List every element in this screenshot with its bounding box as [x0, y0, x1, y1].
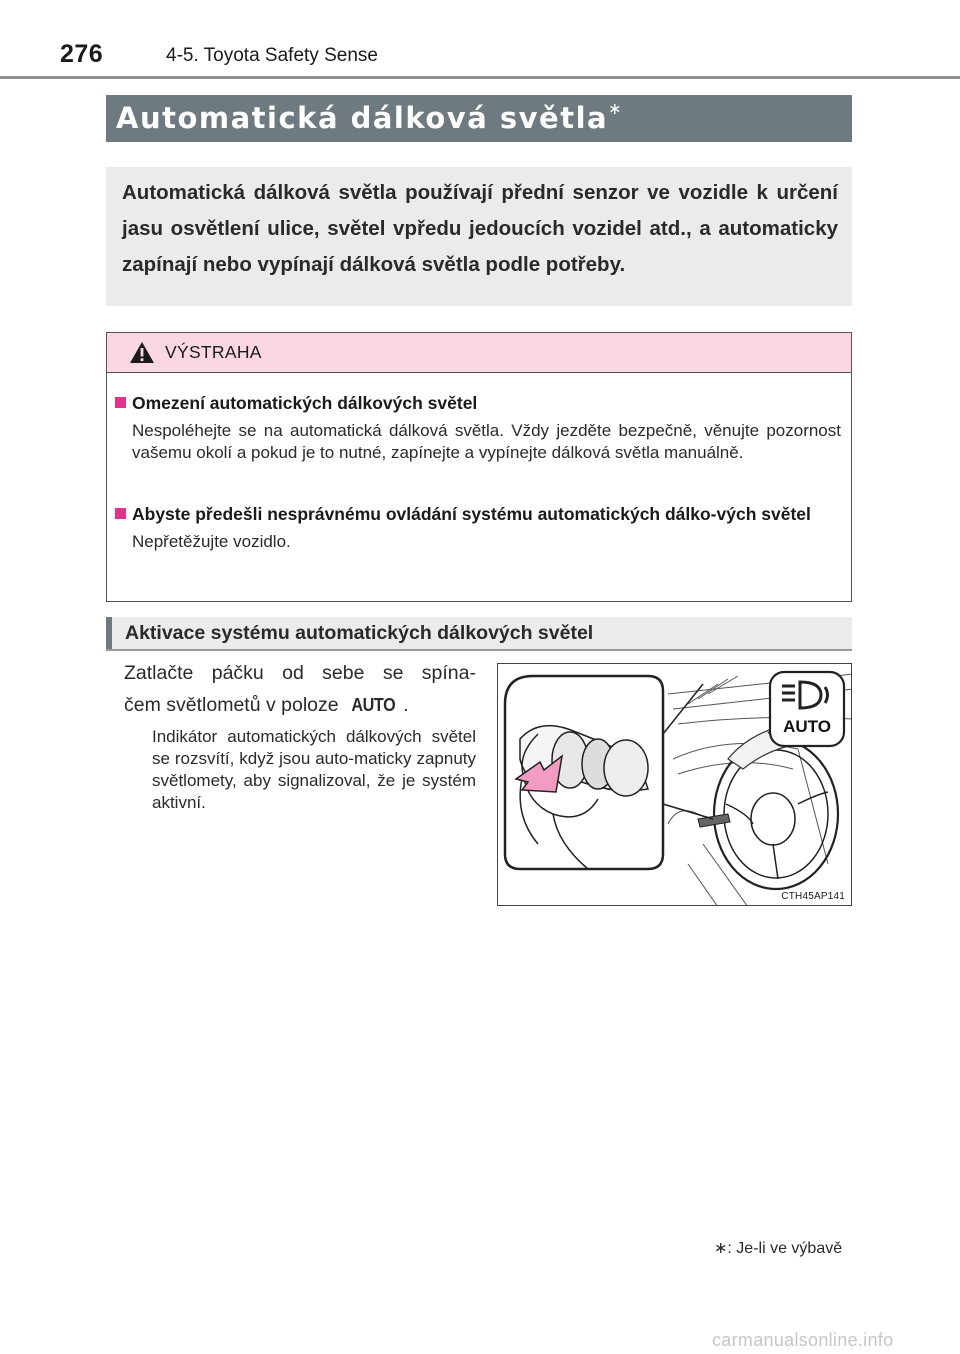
warning-item-1: [107, 392, 853, 464]
auto-symbol: AUTO: [351, 695, 395, 715]
bullet-square-icon: [115, 508, 126, 519]
warning-item-body: Nepřetěžujte vozidlo.: [132, 532, 291, 551]
warning-box: [106, 332, 852, 602]
watermark: carmanualsonline.info: [712, 1330, 894, 1350]
subsection-header: [106, 617, 852, 651]
step-line-1: Zatlačte páčku od sebe se spína-: [124, 662, 476, 684]
page-title: [116, 101, 622, 135]
section-title: 4-5. Toyota Safety Sense: [166, 45, 378, 66]
subsection-title: Aktivace systému automatických dálkových světel: [125, 622, 594, 644]
title-text: Automatická dálková světla: [116, 101, 609, 135]
warning-item-heading: Omezení automatických dálkových světel: [132, 393, 478, 413]
footnote: [714, 1238, 842, 1258]
step-line-2: čem světlometů v poloze: [124, 694, 339, 716]
warning-label: VÝSTRAHA: [165, 342, 262, 362]
callout-auto-label: AUTO: [783, 717, 831, 736]
title-asterisk: ∗: [608, 99, 622, 118]
intro-box: [106, 167, 852, 306]
image-code: CTH45AP141: [781, 891, 845, 902]
step-end: .: [403, 694, 409, 716]
footnote-text: : Je-li ve výbavě: [727, 1240, 843, 1257]
warning-header: [107, 333, 851, 373]
warning-item-body: Nespoléhejte se na automatická dálková světla. Vždy jezděte bezpečně, věnujte pozornost vašemu okolí a pokud je to nutné, zapínejte a vypínejte dálková světla manuálně.: [132, 421, 841, 462]
warning-item-2: [107, 503, 853, 553]
intro-text: Automatická dálková světla používají přední senzor ve vozidle k určení jasu osvětlení ulice, světel vpředu jedoucích vozidel atd., a automaticky zapínají nebo vypínají dálková světla podle potřeby.: [122, 181, 838, 276]
step-instruction: [124, 657, 476, 721]
warning-item-heading: Abyste předešli nesprávnému ovládání systému automatických dálko-vých světel: [132, 504, 811, 524]
title-bar: [106, 95, 852, 142]
footnote-asterisk: ∗: [714, 1240, 728, 1257]
step-note: Indikátor automatických dálkových světel se rozsvítí, když jsou auto-maticky zapnuty světlomety, aby signalizoval, že je systém aktivní.: [152, 727, 476, 812]
page-number: 276: [60, 40, 104, 68]
warning-triangle-icon: [129, 341, 155, 364]
header-rule: [0, 76, 960, 79]
bullet-square-icon: [115, 397, 126, 408]
subsection-accent: [106, 617, 112, 649]
lever-illustration: [497, 663, 852, 906]
illustration-drawing: [498, 664, 852, 906]
